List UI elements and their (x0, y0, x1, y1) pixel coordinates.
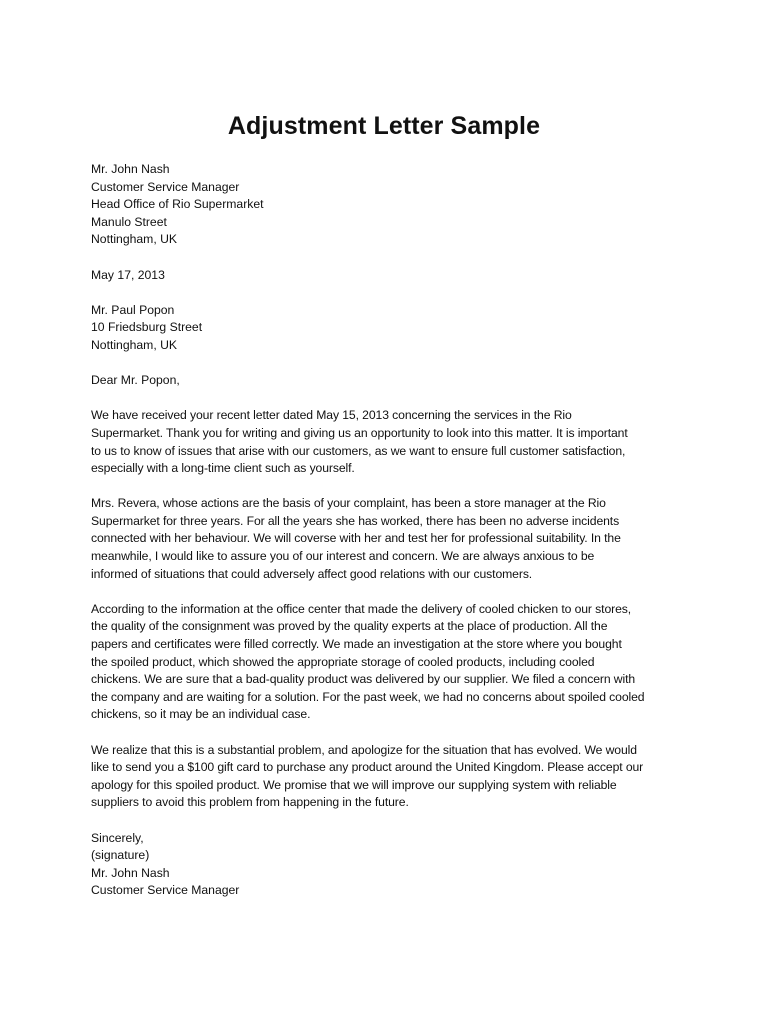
recipient-name: Mr. Paul Popon (91, 302, 175, 317)
paragraph-line: to us to know of issues that arise with our customers, as we want to ensure full customer satisfaction, (91, 443, 626, 458)
paragraph-line: the quality of the consignment was proved by the quality experts at the place of production. All the (91, 619, 608, 634)
recipient-street: 10 Friedsburg Street (91, 320, 203, 335)
paragraph-line: chickens. We are sure that a bad-quality product was delivered by our supplier. We filed a concern with (91, 672, 636, 687)
paragraph-line: suppliers to avoid this problem from happening in the future. (91, 795, 409, 810)
paragraph-line: especially with a long-time client such as yourself. (91, 461, 355, 476)
paragraph-line: informed of situations that could adversely affect good relations with our customers. (91, 566, 533, 581)
sender-city: Nottingham, UK (91, 232, 178, 247)
sender-address (91, 161, 691, 249)
closing-signature: (signature) (91, 848, 150, 863)
page-title: Adjustment Letter Sample (227, 112, 541, 140)
paragraph-line: We realize that this is a substantial problem, and apologize for the situation that has evolved. We would (91, 742, 637, 757)
paragraph-line: Supermarket for three years. For all the years she has worked, there has been no adverse incidents (91, 513, 620, 528)
paragraph-line: connected with her behaviour. We will coverse with her and test her for professional suitability. In the (91, 531, 621, 546)
paragraph-3 (91, 601, 691, 724)
sender-name: Mr. John Nash (91, 162, 170, 176)
sender-title: Customer Service Manager (91, 179, 240, 194)
recipient-city: Nottingham, UK (91, 337, 178, 352)
letter-body (91, 161, 691, 918)
date-text: May 17, 2013 (91, 267, 165, 282)
salutation-text: Dear Mr. Popon, (91, 373, 180, 388)
sender-office: Head Office of Rio Supermarket (91, 197, 264, 212)
paragraph-line: apology for this spoiled product. We promise that we will improve our supplying system with reliable (91, 777, 617, 792)
paragraph-line: Supermarket. Thank you for writing and giving us an opportunity to look into this matter. It is important (91, 425, 628, 440)
recipient-address (91, 302, 691, 355)
paragraph-1 (91, 407, 691, 477)
paragraph-2 (91, 495, 691, 583)
paragraph-line: like to send you a $100 gift card to purchase any product around the United Kingdom. Please accept our (91, 760, 644, 775)
salutation (91, 372, 691, 390)
paragraph-line: meanwhile, I would like to assure you of our interest and concern. We are always anxious to be (91, 549, 595, 564)
closing-title: Customer Service Manager (91, 883, 240, 898)
paragraph-line: We have received your recent letter dated May 15, 2013 concerning the services in the Rio (91, 408, 572, 423)
paragraph-line: the spoiled product, which showed the appropriate storage of cooled products, including cooled (91, 654, 595, 669)
paragraph-line: According to the information at the office center that made the delivery of cooled chicken to our stores, (91, 601, 632, 616)
paragraph-line: chickens, so it may be an individual case. (91, 707, 311, 722)
paragraph-line: Mrs. Revera, whose actions are the basis of your complaint, has been a store manager at the Rio (91, 496, 606, 511)
sender-street: Manulo Street (91, 214, 167, 229)
paragraph-line: the company and are waiting for a solution. For the past week, we had no concerns about spoiled cooled (91, 689, 645, 704)
closing-name: Mr. John Nash (91, 865, 170, 880)
paragraph-line: papers and certificates were filled correctly. We made an investigation at the store where you bought (91, 637, 622, 652)
letter-date (91, 267, 691, 285)
closing-sincerely: Sincerely, (91, 830, 144, 845)
closing-block (91, 830, 691, 900)
paragraph-4 (91, 742, 691, 812)
